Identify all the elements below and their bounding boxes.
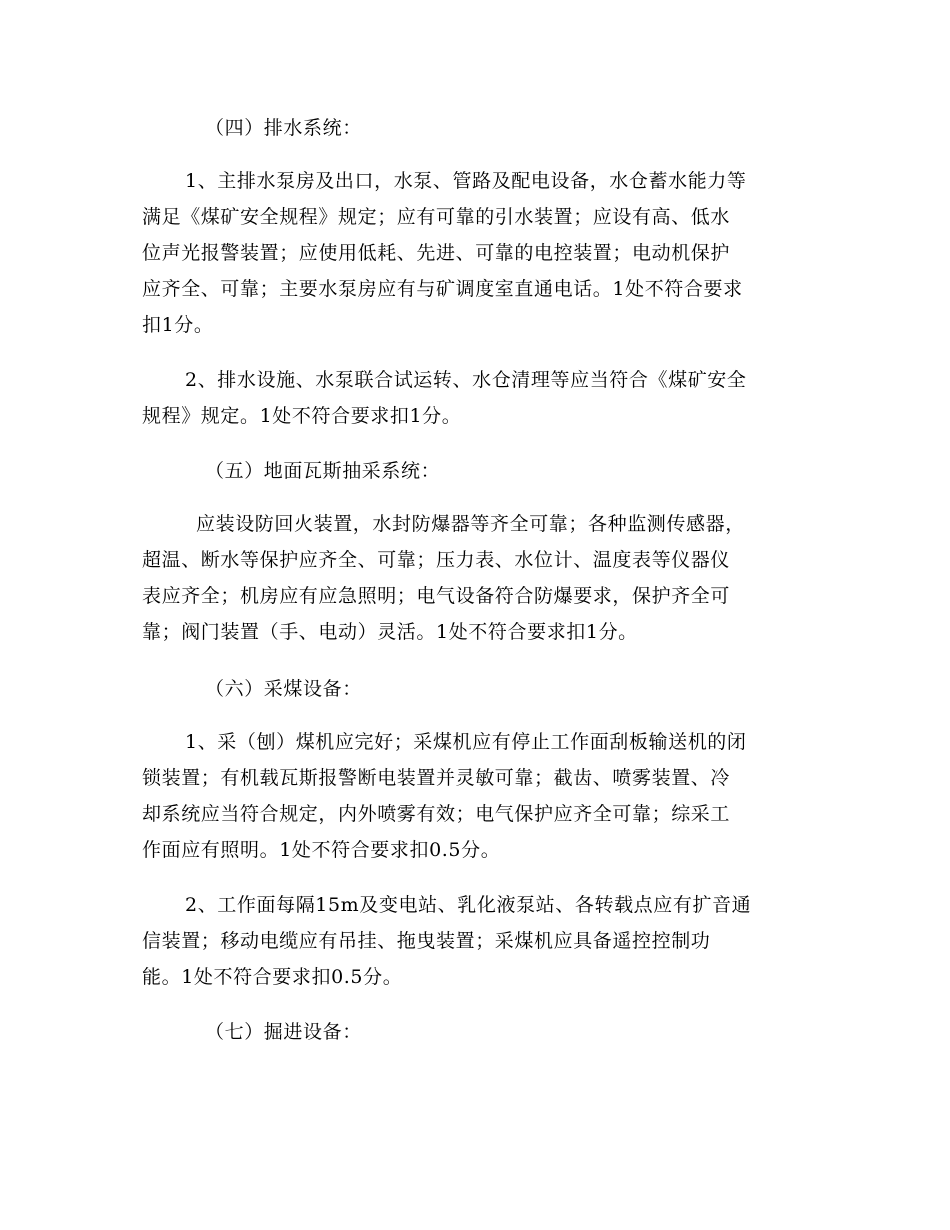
paragraph-line: 能。1处不符合要求扣0.5分。: [142, 966, 403, 988]
section-heading-gas-extraction: （五）地面瓦斯抽采系统：: [205, 460, 441, 482]
paragraph-line: 信装置；移动电缆应有吊挂、拖曳装置；采煤机应具备遥控控制功: [142, 930, 711, 952]
paragraph-line: 1、采（刨）煤机应完好；采煤机应有停止工作面刮板输送机的闭: [185, 731, 747, 753]
paragraph-line: 锁装置；有机载瓦斯报警断电装置并灵敏可靠；截齿、喷雾装置、冷: [142, 767, 731, 789]
paragraph-line: 应装设防回火装置，水封防爆器等齐全可靠；各种监测传感器，: [196, 513, 745, 535]
paragraph-line: 超温、断水等保护应齐全、可靠；压力表、水位计、温度表等仪器仪: [142, 549, 731, 571]
section-heading-coal-mining: （六）采煤设备：: [205, 678, 362, 700]
paragraph-line: 1、主排水泵房及出口，水泵、管路及配电设备，水仓蓄水能力等: [185, 170, 747, 192]
paragraph-line: 2、排水设施、水泵联合试运转、水仓清理等应当符合《煤矿安全: [185, 369, 747, 391]
paragraph-line: 作面应有照明。1处不符合要求扣0.5分。: [142, 839, 501, 861]
paragraph-line: 却系统应当符合规定，内外喷雾有效；电气保护应齐全可靠；综采工: [142, 803, 731, 825]
section-heading-tunneling: （七）掘进设备：: [205, 1021, 362, 1043]
paragraph-line: 扣1分。: [142, 314, 214, 336]
paragraph-line: 应齐全、可靠；主要水泵房应有与矿调度室直通电话。1处不符合要求: [142, 278, 743, 300]
paragraph-line: 2、工作面每隔15m及变电站、乳化液泵站、各转载点应有扩音通: [185, 894, 752, 916]
paragraph-line: 满足《煤矿安全规程》规定；应有可靠的引水装置；应设有高、低水: [142, 206, 731, 228]
paragraph-line: 位声光报警装置；应使用低耗、先进、可靠的电控装置；电动机保护: [142, 242, 731, 264]
paragraph-line: 规程》规定。1处不符合要求扣1分。: [142, 405, 462, 427]
paragraph-line: 表应齐全；机房应有应急照明；电气设备符合防爆要求，保护齐全可: [142, 585, 731, 607]
section-heading-drainage: （四）排水系统：: [205, 117, 362, 139]
paragraph-line: 靠；阀门装置（手、电动）灵活。1处不符合要求扣1分。: [142, 621, 638, 643]
